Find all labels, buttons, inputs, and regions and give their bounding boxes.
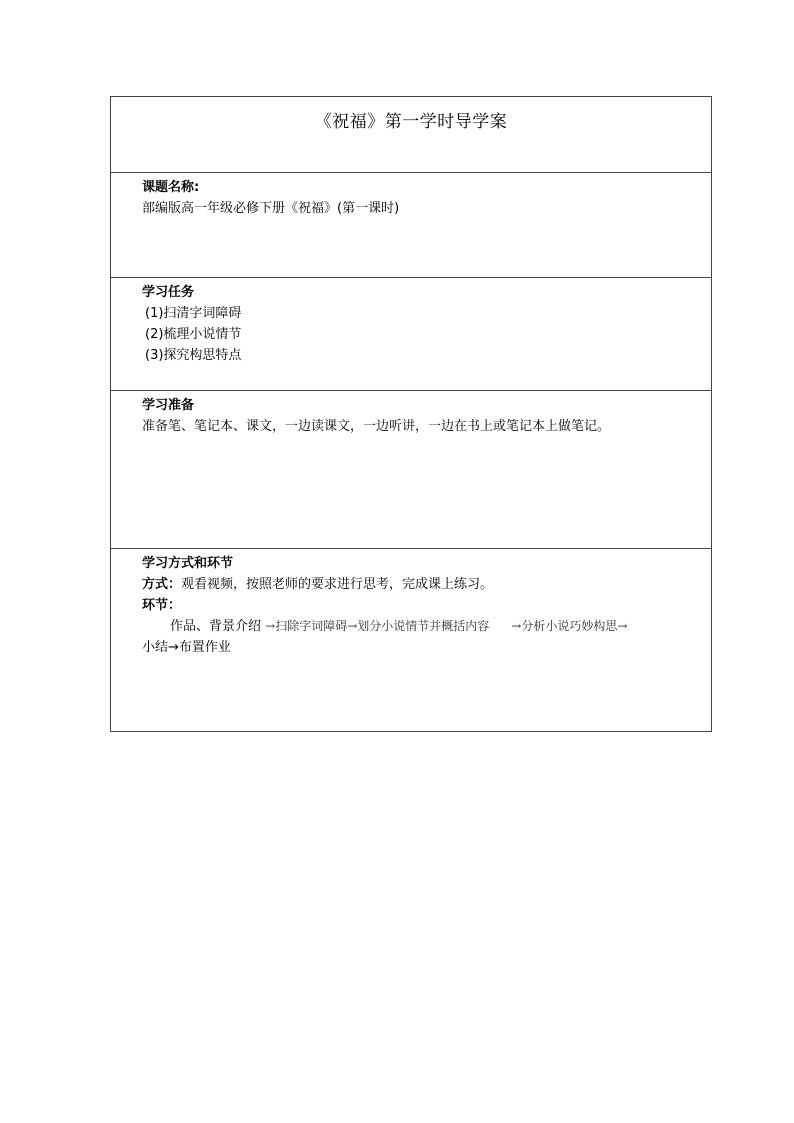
flow-mid: →扫除字词障碍→划分小说情节并概括内容 (265, 619, 490, 633)
method-text: 观看视频，按照老师的要求进行思考，完成课上练习。 (181, 577, 494, 592)
method-line (142, 574, 711, 595)
tasks-section (111, 278, 711, 391)
method-label: 方式： (142, 577, 182, 592)
task-item-2: (2)梳理小说情节 (145, 327, 242, 342)
steps-flow (142, 616, 711, 637)
flow-line-2: 小结→布置作业 (142, 640, 231, 655)
title-row (111, 97, 711, 173)
topic-section (111, 173, 711, 278)
topic-text: 部编版高一年级必修下册《祝福》(第一课时) (142, 201, 400, 216)
topic-label: 课题名称: (142, 180, 200, 195)
steps-label: 环节： (142, 598, 182, 613)
prep-section (111, 391, 711, 549)
flow-start: 作品、背景介绍 (170, 619, 262, 634)
document-title: 《祝福》第一学时导学案 (314, 112, 508, 132)
study-guide-table (110, 96, 712, 732)
flow-end: →分析小说巧妙构思→ (511, 619, 628, 633)
prep-text: 准备笔、笔记本、课文，一边读课文，一边听讲，一边在书上或笔记本上做笔记。 (142, 419, 611, 434)
task-item-1: (1)扫清字词障碍 (145, 306, 242, 321)
method-section (111, 549, 711, 731)
task-item-3: (3)探究构思特点 (145, 348, 242, 363)
prep-label: 学习准备 (142, 398, 195, 413)
method-section-label: 学习方式和环节 (142, 556, 234, 571)
tasks-label: 学习任务 (142, 285, 195, 300)
